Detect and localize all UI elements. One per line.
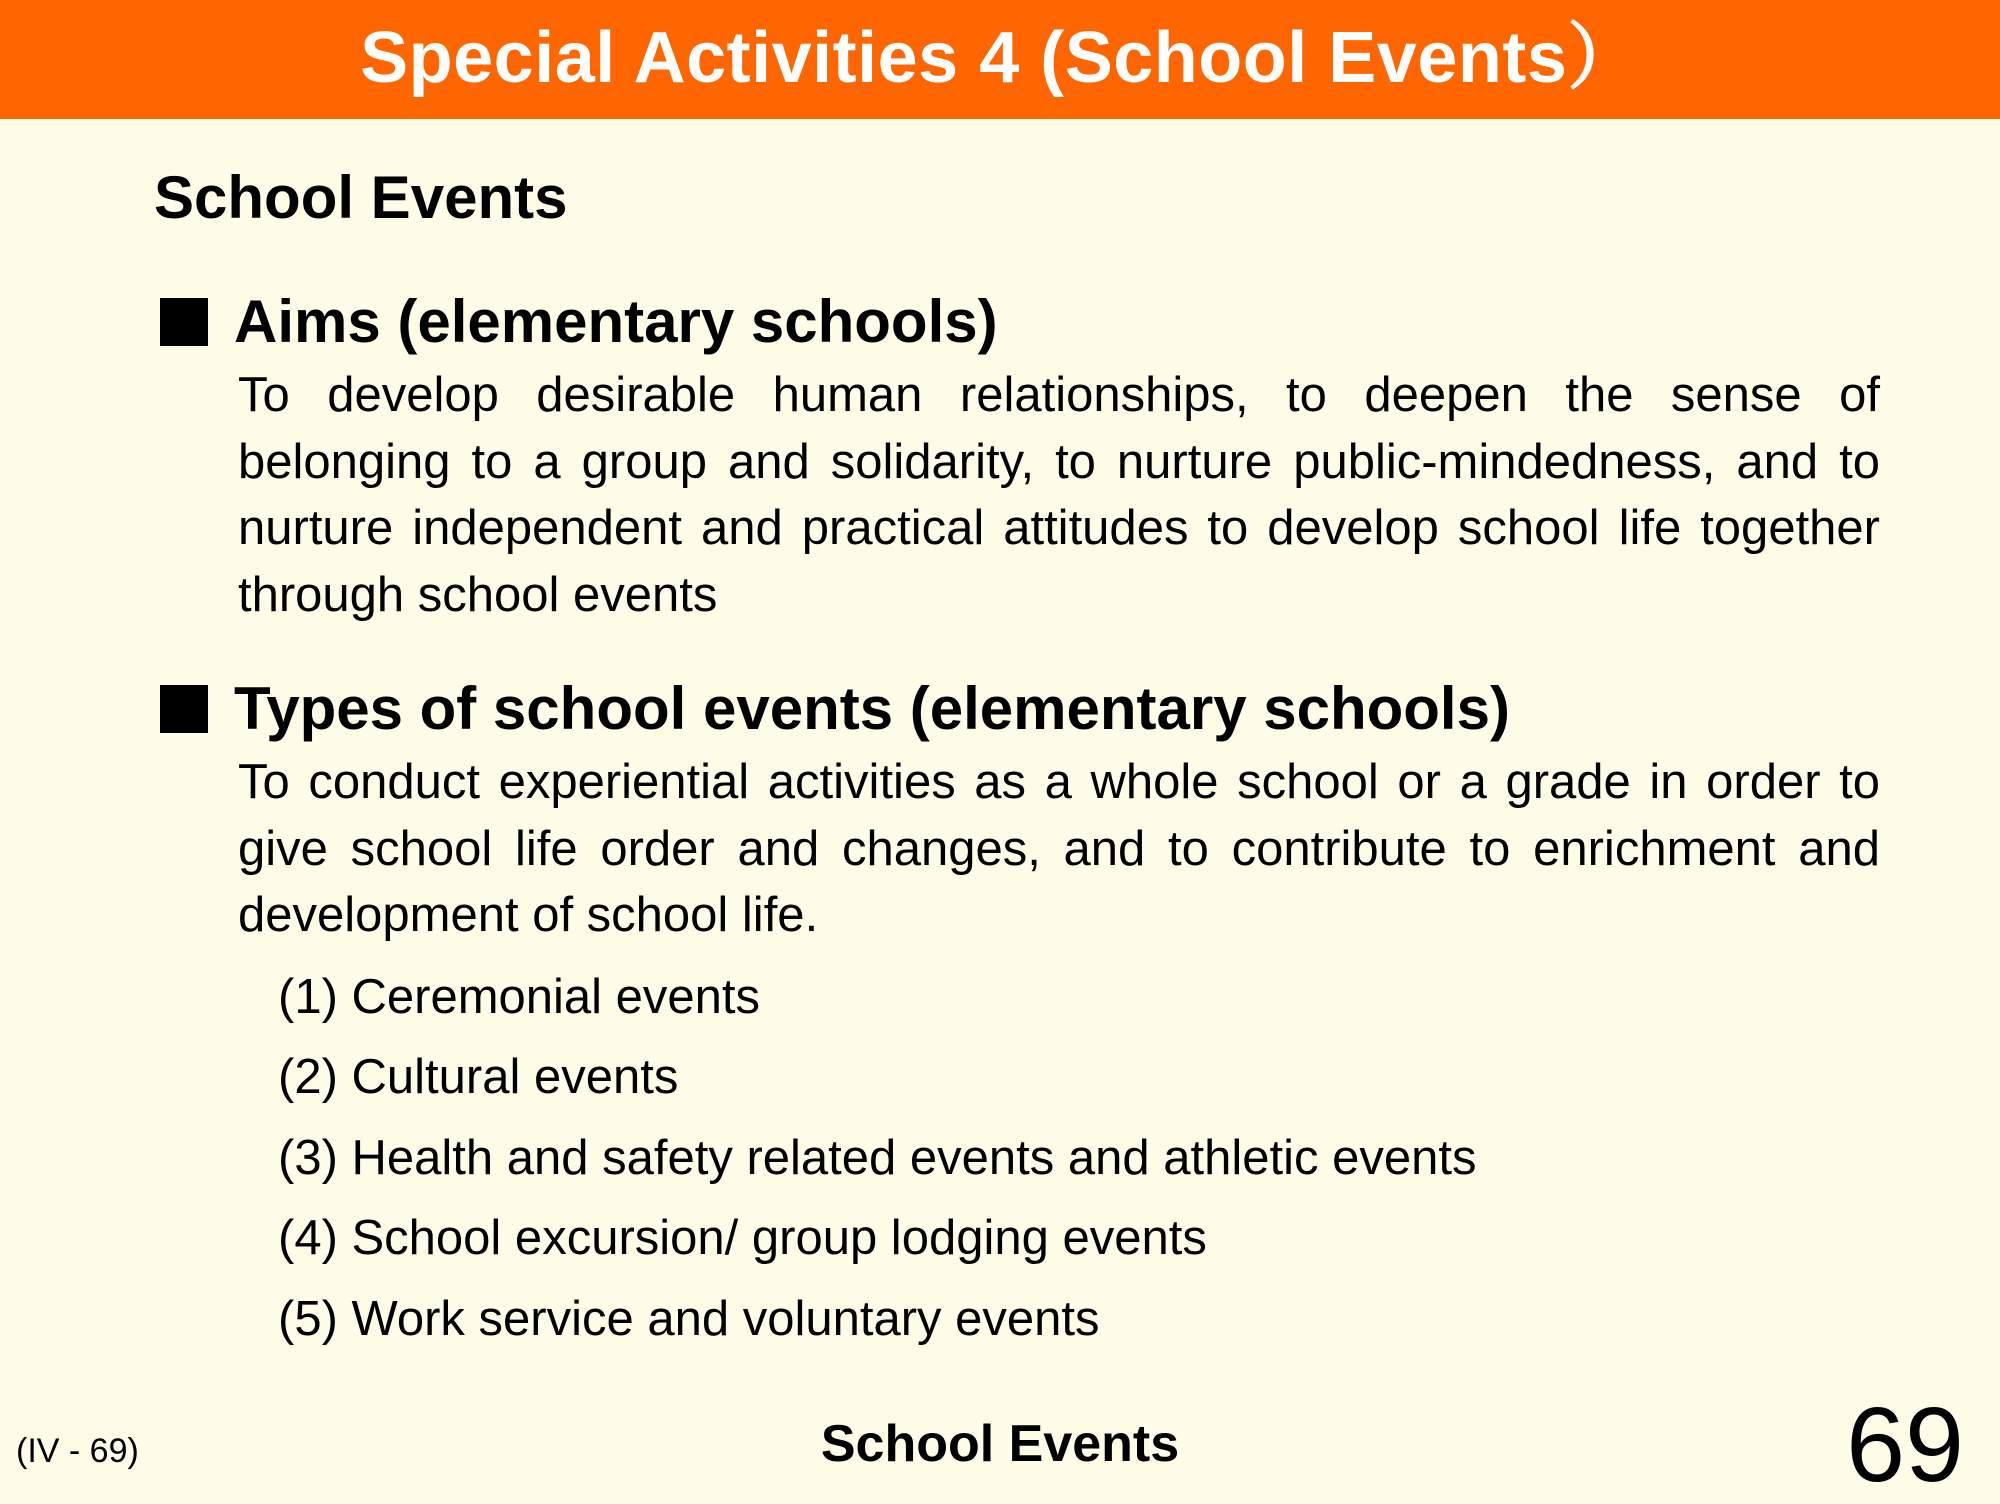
slide-code: (IV - 69) bbox=[16, 1432, 139, 1470]
types-paragraph: To conduct experiential activities as a whole school or a grade in order to give school life order and changes, and to contribute to enrichment and development of school life. bbox=[238, 755, 1880, 942]
types-section bbox=[160, 675, 1880, 1375]
aims-heading bbox=[160, 288, 1880, 355]
page-number: 69 bbox=[1846, 1386, 1964, 1504]
list-item: (1) Ceremonial events bbox=[278, 969, 761, 1024]
aims-heading-text: Aims (elementary schools) bbox=[234, 288, 998, 355]
footer-caption: School Events bbox=[820, 1415, 1180, 1473]
list-item: (5) Work service and voluntary events bbox=[278, 1291, 1100, 1346]
list-item: (4) School excursion/ group lodging events bbox=[278, 1211, 1207, 1265]
square-bullet-icon bbox=[160, 685, 208, 733]
types-heading-text: Types of school events (elementary schools) bbox=[234, 675, 1510, 742]
event-types-list bbox=[278, 957, 1880, 1360]
section-title: School Events bbox=[154, 164, 568, 231]
aims-section bbox=[160, 288, 1880, 628]
page-title: Special Activities 4 (School Events） bbox=[360, 17, 1640, 98]
aims-paragraph: To develop desirable human relationships, to deepen the sense of belonging to a group and solidarity, to nurture public-mindedness, and to nurture independent and practical attitudes to develop school life together through school events bbox=[238, 368, 1880, 622]
list-item: (2) Cultural events bbox=[278, 1050, 679, 1104]
list-item: (3) Health and safety related events and athletic events bbox=[278, 1130, 1477, 1185]
types-heading bbox=[160, 675, 1880, 742]
title-bar bbox=[0, 0, 2000, 119]
square-bullet-icon bbox=[160, 298, 208, 346]
